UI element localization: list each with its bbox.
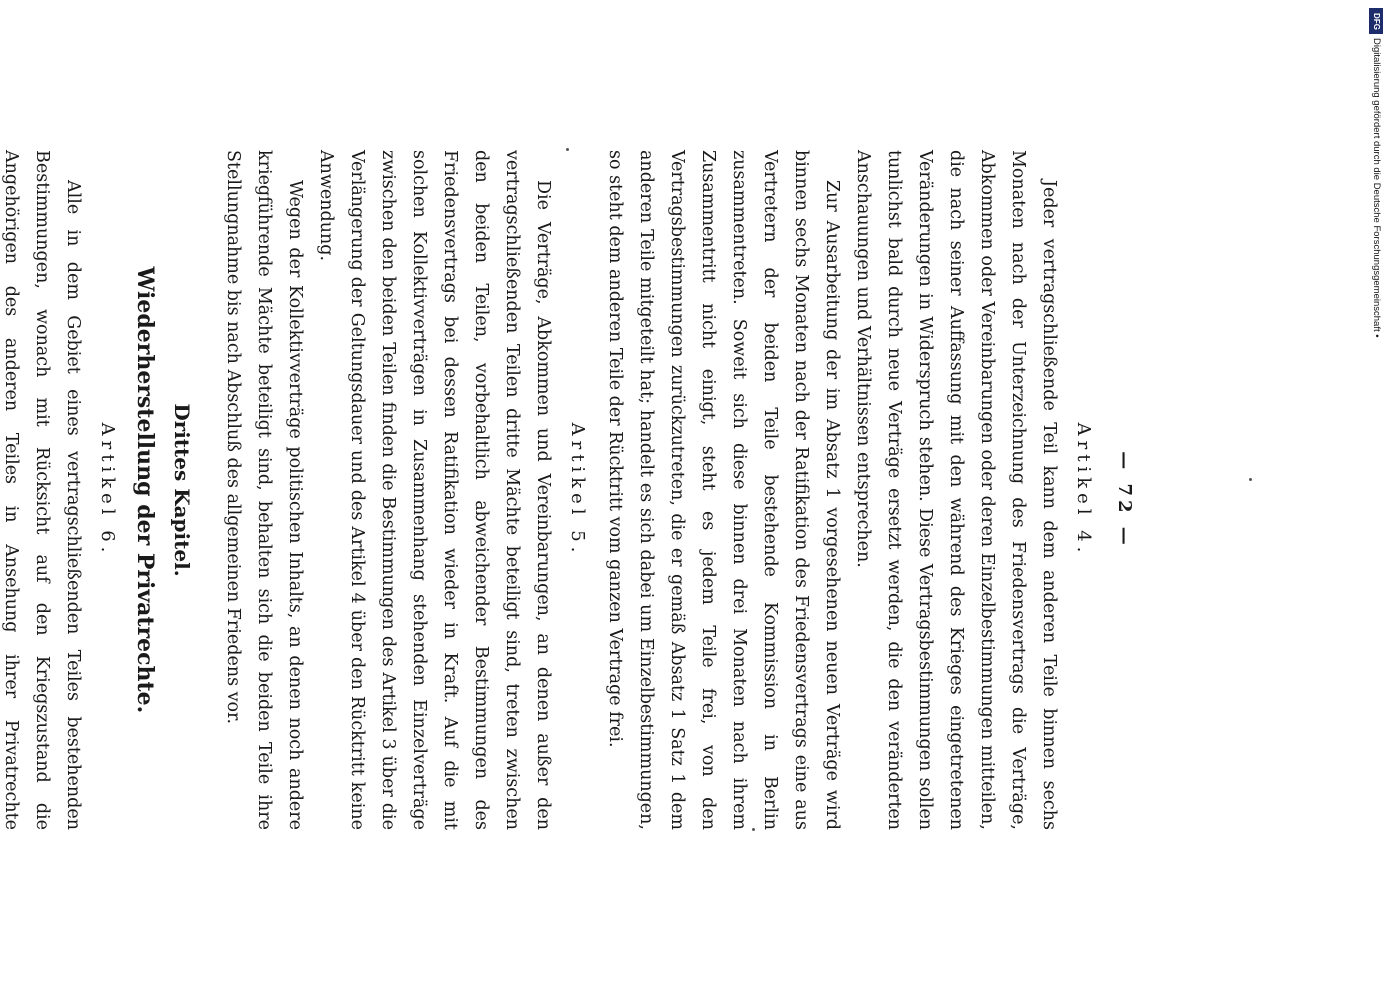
dfg-stamp: [1368, 8, 1383, 408]
article-4-paragraph-2: Zur Ausarbeitung der im Absatz 1 vorgesehenen neuen Verträge wird binnen sechs Monaten nach der Ratifikation des Friedensvertrags eine aus Vertretern der beiden Teile bestehende Kommission in Berlin zusammentreten. Soweit sich diese binnen drei Monaten nach ihrem Zusammentritt nicht einigt, steht es jedem Teile frei, von den Vertragsbestimmungen zurückzutreten, die er gemäß Absatz 1 Satz 1 dem anderen Teile mitgeteilt hat; handelt es sich dabei um Einzelbestimmungen, so steht dem anderen Teile der Rücktritt vom ganzen Vertrage frei.: [605, 150, 842, 830]
article-5-heading: Artikel 5.: [567, 422, 588, 558]
scan-speck: [1249, 478, 1252, 481]
article-4-paragraph-1: Jeder vertragschließende Teil kann dem anderen Teile binnen sechs Monaten nach der Unterzeichnung des Friedensvertrags die Verträge, Abkommen oder Vereinbarungen oder deren Einzelbestimmungen mitteilen, die nach seiner Auffassung mit den während des Krieges eingetretenen Veränderungen in Widerspruch stehen. Diese Vertragsbestimmungen sollen tunlichst bald durch neue Verträge ersetzt werden, die den veränderten Anschauungen und Verhältnissen entsprechen.: [853, 150, 1059, 830]
scan-speck: [752, 828, 755, 831]
article-4-heading: Artikel 4.: [1073, 422, 1094, 558]
page-number: — 72 —: [1114, 451, 1135, 549]
rotated-page: [1, 0, 1240, 1000]
article-6-paragraph-1: Alle in dem Gebiet eines vertragschließenden Teiles bestehenden Bestimmungen, wonach mit Rücksicht auf den Kriegszustand die Angehörigen des anderen Teiles in Ansehung ihrer Privatrechte: [1, 150, 83, 830]
document-body: [0, 150, 1145, 830]
chapter-title: Wiederherstellung der Privatrechte.: [132, 266, 158, 714]
chapter-heading: Drittes Kapitel.: [170, 403, 194, 577]
dfg-logo: DFG: [1369, 8, 1383, 34]
article-6-heading: Artikel 6.: [97, 422, 118, 558]
article-5-paragraph-2: Wegen der Kollektivverträge politischen Inhalts, an denen noch andere kriegführende Mächte beteiligt sind, behalten sich die beiden Teile ihre Stellungnahme bis nach Abschluß des allgemeinen Friedens vor.: [223, 150, 305, 830]
scan-speck: [566, 148, 569, 151]
dfg-stamp-text: Digitalisierung gefördert durch die Deutsche Forschungsgemeinschaft •: [1371, 38, 1382, 338]
article-5-paragraph-1: Die Verträge, Abkommen und Vereinbarungen, an denen außer den vertragschließenden Teilen dritte Mächte beteiligt sind, treten zwischen den beiden Teilen, vorbehaltlich abweichender Bestimmungen des Friedensvertrags bei dessen Ratifikation wieder in Kraft. Auf die mit solchen Kollektivverträgen in Zusammenhang stehenden Einzelverträge zwischen den beiden Teilen finden die Bestimmungen des Artikel 3 über die Verlängerung der Geltungsdauer und des Artikel 4 über den Rücktritt keine Anwendung.: [316, 150, 553, 830]
